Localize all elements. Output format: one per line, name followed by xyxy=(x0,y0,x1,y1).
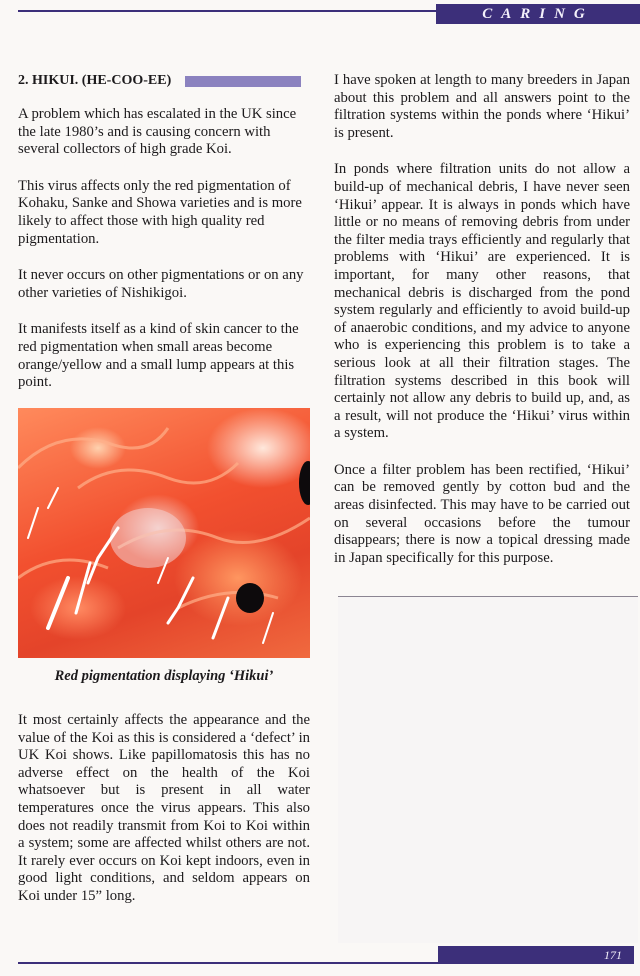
footer-rule xyxy=(18,962,438,964)
paragraph: Once a filter problem has been rectified, ‘Hikui’ can be removed gently by cotton bud and the areas disinfected. This may have to be carried out on several occasions before the tumour disappears; there is now a topical dressing made in Japan specifically for this purpose. xyxy=(334,461,630,566)
heading-text: 2. HIKUI. (HE-COO-EE) xyxy=(18,73,172,89)
paragraph: This virus affects only the red pigmentation of Kohaku, Sanke and Showa varieties and is more likely to affect those with high quality red pigmentation. xyxy=(18,177,302,247)
paragraph: It most certainly affects the appearance and the value of the Koi as this is considered a ‘defect’ in UK Koi shows. Like papillomatosis this has no adverse effect on the health of the Koi whatsoever but is present in all water temperatures once the virus appears. This also does not readily transmit from Koi to Koi within a system; some are affected whilst others are not. It rarely ever occurs on Koi kept indoors, even in good light conditions, and seldom appears on Koi under 15” long. xyxy=(18,712,310,904)
paragraph: In ponds where filtration units do not allow a build-up of mechanical debris, I have never seen ‘Hikui’ appear. It is always in ponds which have little or no means of removing debris from under the filter media trays efficiently and regularly that problems with ‘Hikui’ are experienced. It is important, for many other reasons, that mechanical debris is discharged from the pond system regularly and efficiently to avoid build-up of anaerobic conditions, and my advice to anyone who is experiencing this problem is to take a serious look at all their filtration stages. The filtration systems described in this book will certainly not allow any debris to build up, and, as a result, will not produce the ‘Hikui’ virus within a system. xyxy=(334,161,630,442)
page-number: 171 xyxy=(438,946,634,964)
blank-photo-panel xyxy=(338,596,638,943)
header-rule xyxy=(18,10,436,12)
photo-illustration xyxy=(18,408,310,658)
koi-skin-photo xyxy=(18,408,310,658)
paragraph: It manifests itself as a kind of skin cancer to the red pigmentation when small areas become orange/yellow and a small lump appears at this point. xyxy=(18,321,299,391)
left-column xyxy=(18,72,310,411)
section-header: CARING xyxy=(436,4,640,24)
figure-caption: Red pigmentation displaying ‘Hikui’ xyxy=(54,668,274,684)
right-column xyxy=(334,72,630,586)
paragraph: I have spoken at length to many breeders in Japan about this problem and all answers point to the filtration systems within the ponds where ‘Hikui’ is present. xyxy=(334,72,630,141)
paragraph: It never occurs on other pigmentations or on any other varieties of Nishikigoi. xyxy=(18,267,304,301)
article-heading xyxy=(18,72,310,90)
left-column-continued xyxy=(18,712,310,925)
heading-accent-bar xyxy=(185,76,301,87)
paragraph: A problem which has escalated in the UK since the late 1980’s and is causing concern with several collectors of high grade Koi. xyxy=(18,106,297,158)
